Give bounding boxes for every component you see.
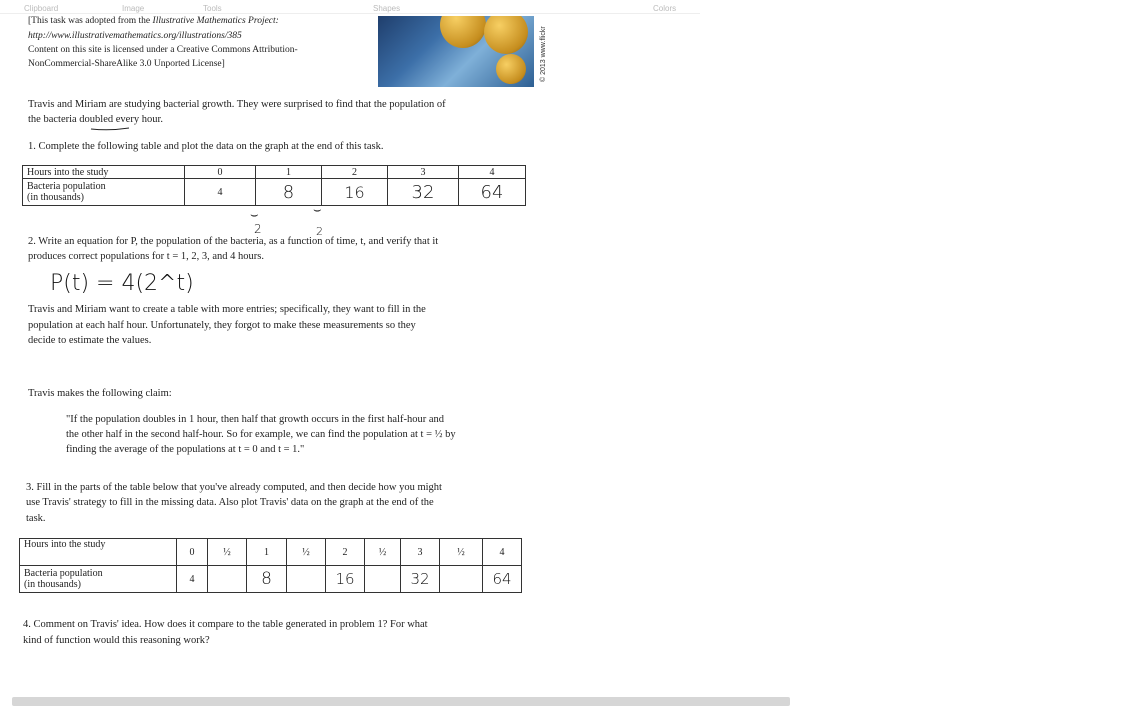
table-cell: 1: [256, 166, 322, 179]
table-row: [20, 539, 522, 566]
table-cell-empty[interactable]: [365, 566, 401, 593]
claim-quote-2: the other half in the second half-hour. So for example, we can find the population at t = ½ by: [66, 429, 456, 440]
row-label: Bacteria population: [27, 181, 106, 192]
table-2: [19, 538, 522, 593]
intro-line-1: Travis and Miriam are studying bacterial growth. They were surprised to find that the population of: [28, 99, 446, 110]
attribution-license-1: Content on this site is licensed under a Creative Commons Attribution-: [28, 45, 298, 55]
attribution-license-2: NonCommercial-ShareAlike 3.0 Unported License]: [28, 59, 225, 69]
table-cell-handwritten[interactable]: 64: [483, 566, 522, 593]
table-cell-handwritten[interactable]: 32: [388, 179, 459, 206]
table-header-population: [23, 179, 185, 206]
attribution-line-1: [28, 14, 279, 29]
table-cell: 3: [388, 166, 459, 179]
table-cell-handwritten[interactable]: 8: [256, 179, 322, 206]
question-3-line-3: task.: [26, 513, 46, 524]
row-label-units: (in thousands): [24, 579, 81, 590]
table-cell-handwritten[interactable]: 64: [459, 179, 526, 206]
margin-mark: ⌣: [250, 208, 259, 223]
table-header-hours: Hours into the study: [20, 539, 177, 566]
table-row: [23, 179, 526, 206]
ribbon-clipboard[interactable]: Clipboard: [24, 4, 59, 13]
table-cell: 4: [483, 539, 522, 566]
intro-line-2: the bacteria doubled every hour.: [28, 114, 163, 125]
table-cell: 3: [401, 539, 440, 566]
table-cell: 4: [177, 566, 208, 593]
bacteria-cell: [440, 16, 486, 48]
table-cell: 2: [322, 166, 388, 179]
travis-line-1: Travis and Miriam want to create a table with more entries; specifically, they want to fill in the: [28, 304, 426, 315]
question-1: 1. Complete the following table and plot the data on the graph at the end of this task.: [28, 141, 384, 152]
question-3-line-1: 3. Fill in the parts of the table below that you've already computed, and then decide how you might: [26, 482, 442, 493]
bacteria-cell: [496, 54, 526, 84]
table-cell-empty[interactable]: [287, 566, 326, 593]
margin-mark: 2: [316, 225, 323, 238]
claim-intro: Travis makes the following claim:: [28, 388, 172, 399]
handwritten-underline: [90, 127, 130, 131]
table-cell: 0: [185, 166, 256, 179]
ribbon-colors[interactable]: Colors: [653, 4, 677, 13]
table-row: [20, 566, 522, 593]
table-cell-handwritten[interactable]: 16: [322, 179, 388, 206]
app-ribbon: [0, 0, 700, 14]
attribution-text: [This task was adopted from the: [28, 16, 153, 26]
table-1: [22, 165, 526, 206]
claim-quote-1: "If the population doubles in 1 hour, then half that growth occurs in the first half-hour and: [66, 414, 444, 425]
attribution-url[interactable]: http://www.illustrativemathematics.org/illustrations/385: [28, 31, 242, 41]
table-cell: 0: [177, 539, 208, 566]
bacteria-photo: [378, 16, 534, 87]
table-cell: 2: [326, 539, 365, 566]
ribbon-shapes[interactable]: Shapes: [373, 4, 401, 13]
travis-line-2: population at each half hour. Unfortunately, they forgot to make these measurements so they: [28, 320, 416, 331]
table-cell-handwritten[interactable]: 16: [326, 566, 365, 593]
table-cell: ½: [287, 539, 326, 566]
horizontal-scrollbar[interactable]: [12, 697, 790, 706]
question-2-line-1: 2. Write an equation for P, the population of the bacteria, as a function of time, t, and verify that it: [28, 236, 439, 247]
table-cell-empty[interactable]: [208, 566, 247, 593]
table-cell: 4: [185, 179, 256, 206]
table-row: [23, 166, 526, 179]
claim-quote-3: finding the average of the populations at t = 0 and t = 1.": [66, 444, 305, 455]
row-label-units: (in thousands): [27, 192, 84, 203]
table-cell: ½: [440, 539, 483, 566]
question-3-line-2: use Travis' strategy to fill in the missing data. Also plot Travis' data on the graph at the end of the: [26, 497, 434, 508]
table-header-population: [20, 566, 177, 593]
table-cell-empty[interactable]: [440, 566, 483, 593]
bacteria-cell: [484, 16, 528, 54]
attribution-project: Illustrative Mathematics Project:: [152, 16, 279, 26]
ribbon-tools[interactable]: Tools: [203, 4, 222, 13]
table-cell: 1: [247, 539, 287, 566]
travis-line-3: decide to estimate the values.: [28, 335, 152, 346]
question-4-line-2: kind of function would this reasoning work?: [23, 635, 210, 646]
table-header-hours: Hours into the study: [23, 166, 185, 179]
ribbon-image[interactable]: Image: [122, 4, 145, 13]
table-cell: ½: [208, 539, 247, 566]
table-cell-handwritten[interactable]: 8: [247, 566, 287, 593]
table-cell-handwritten[interactable]: 32: [401, 566, 440, 593]
photo-credit: © 2013 www.flickr: [540, 26, 547, 82]
row-label: Bacteria population: [24, 568, 103, 579]
table-cell: ½: [365, 539, 401, 566]
margin-mark: 2: [254, 222, 262, 236]
question-4-line-1: 4. Comment on Travis' idea. How does it compare to the table generated in problem 1? For what: [23, 619, 428, 630]
handwritten-equation[interactable]: P(t) = 4(2^t): [50, 271, 194, 296]
table-cell: 4: [459, 166, 526, 179]
question-2-line-2: produces correct populations for t = 1, 2, 3, and 4 hours.: [28, 251, 264, 262]
margin-mark: ⌣: [313, 203, 322, 218]
